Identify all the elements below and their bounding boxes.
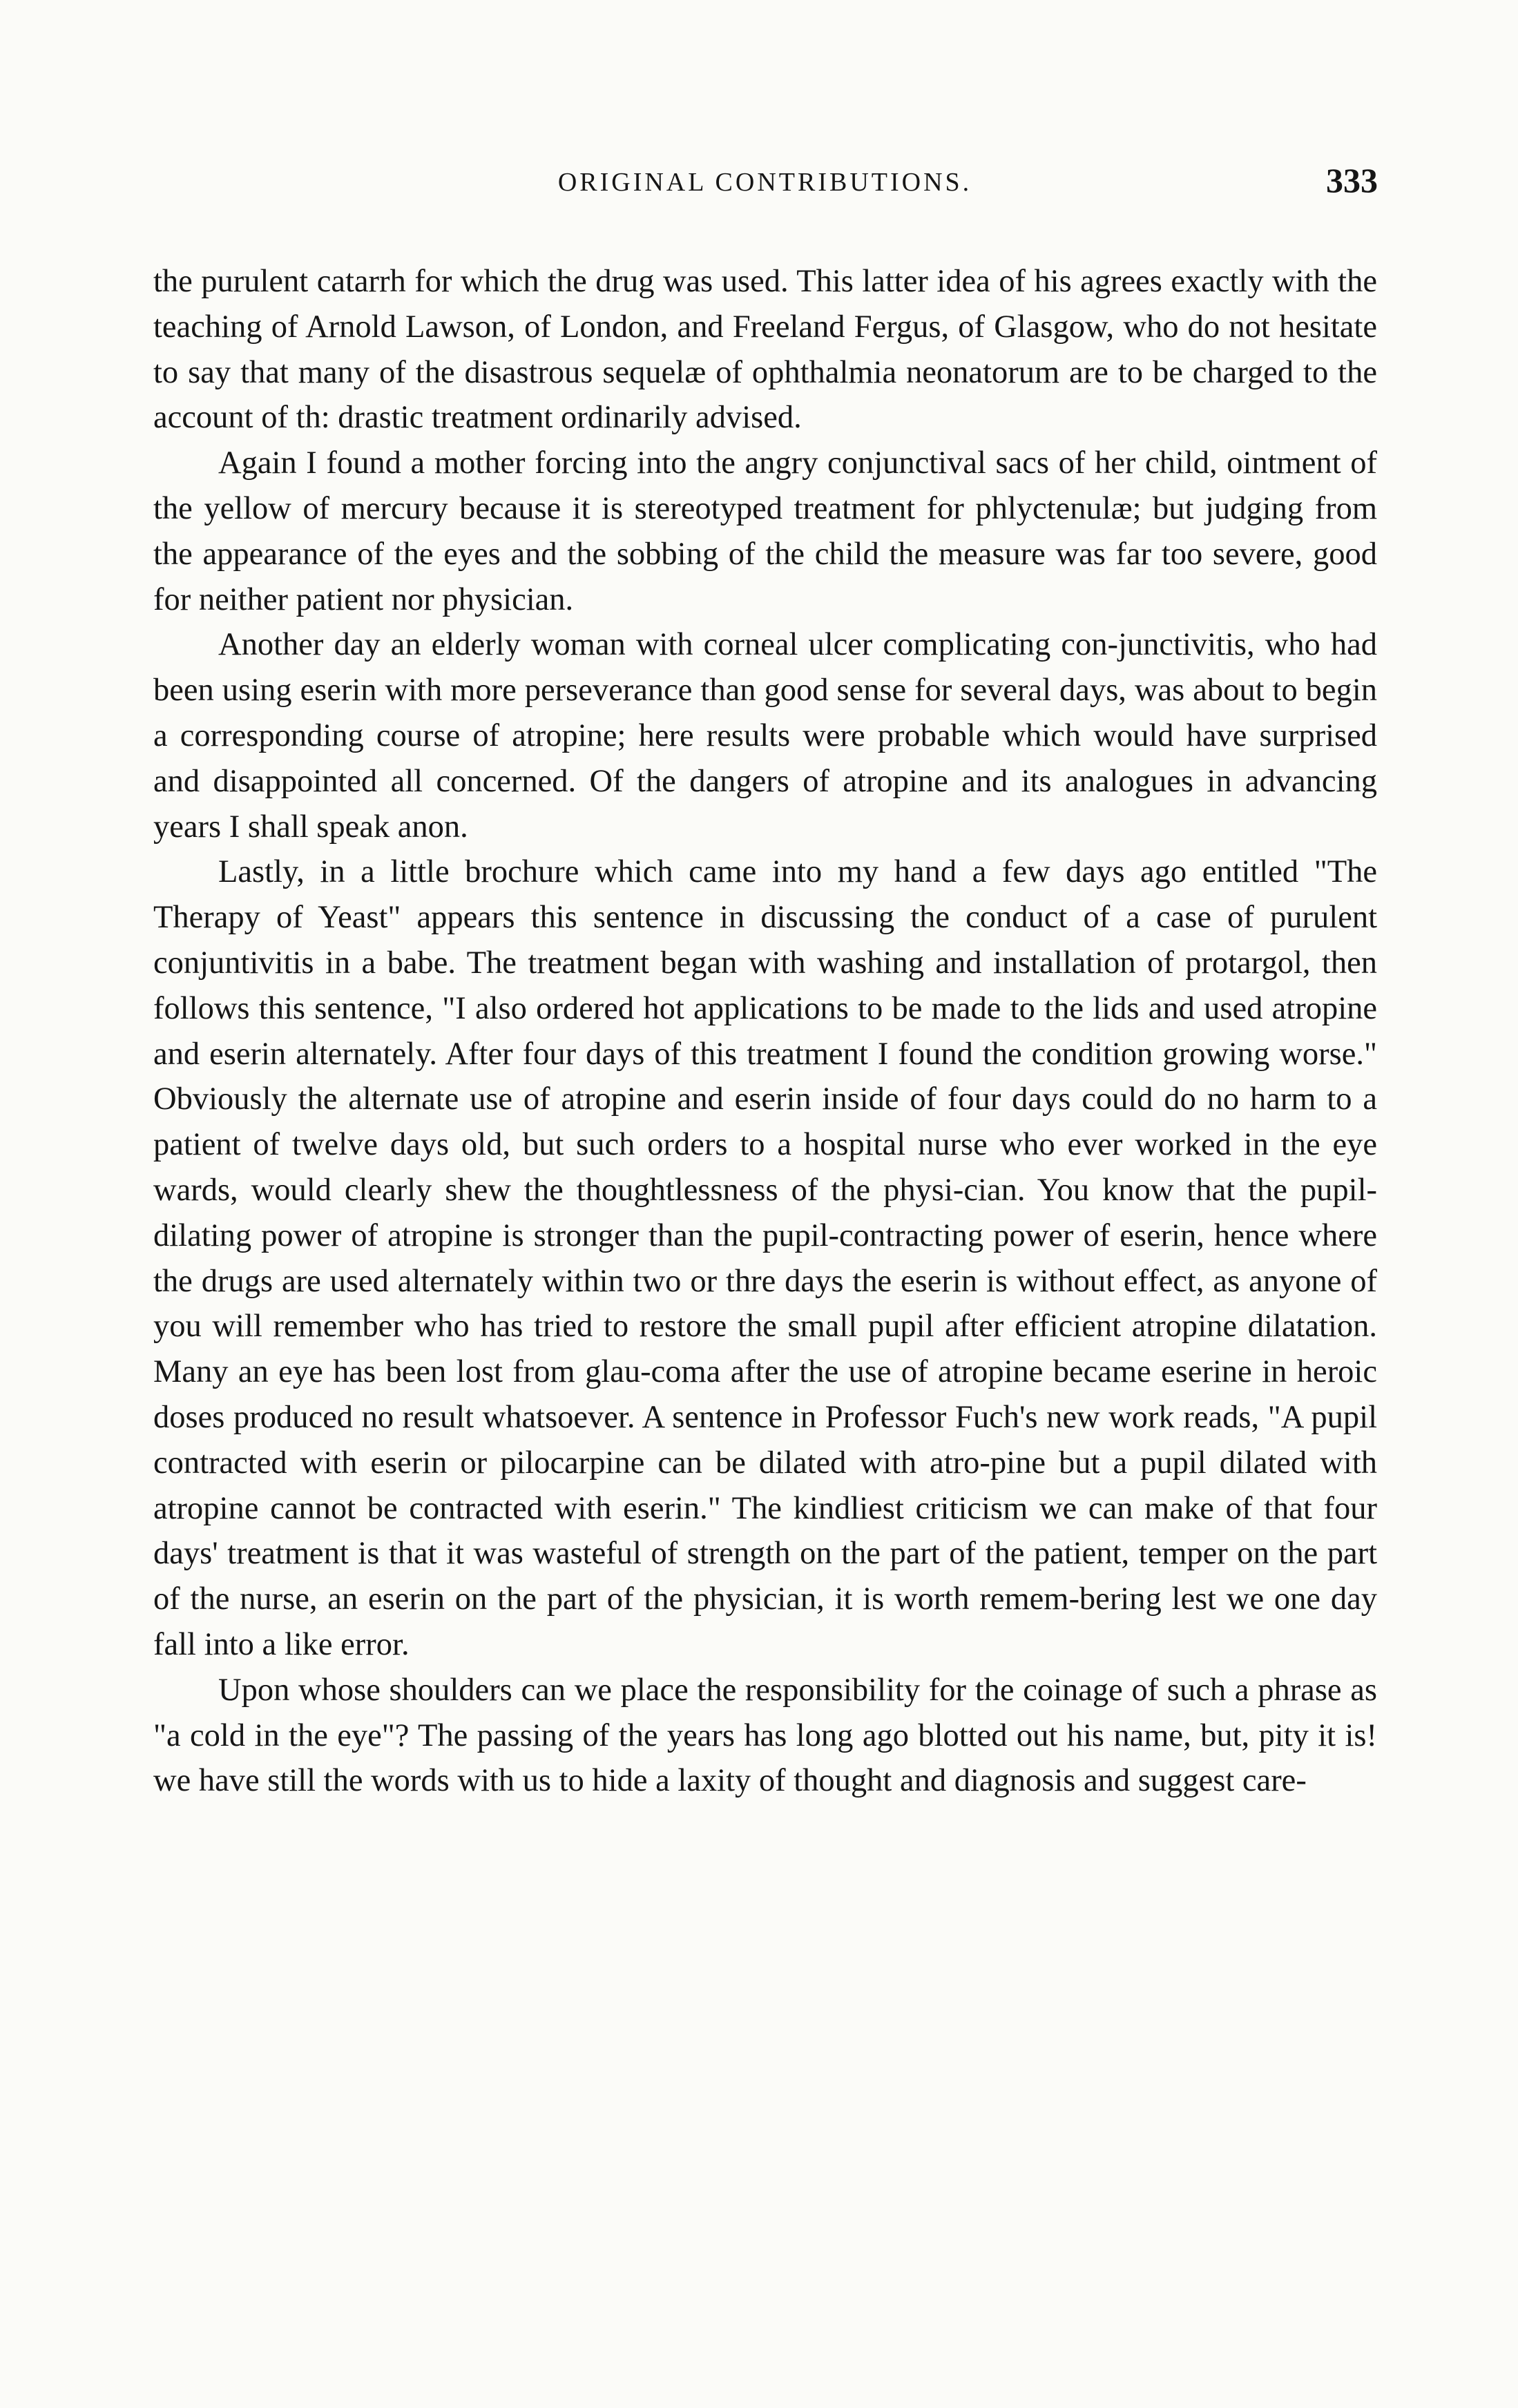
- paragraph-cold-in-the-eye: Upon whose shoulders can we place the responsibility for the coinage of such a phrase as "a cold in the eye"? The passing of the years has long ago blotted out his name, but, pity it is! we have still the words with us to hide a laxity of thought and diagnosis and suggest care-: [153, 1672, 1377, 1799]
- paragraph-mother-ointment: Again I found a mother forcing into the angry conjunctival sacs of her child, ointment of the yellow of mercury because it is stereotyped treatment for phlyctenulæ; but judging from the appearance of the eyes and the sobbing of the child the measure was far too severe, good for neither patient nor physician.: [153, 445, 1377, 617]
- paragraph-therapy-of-yeast: Lastly, in a little brochure which came into my hand a few days ago entitled "The Therapy of Yeast" appears this sentence in discussing the conduct of a case of purulent conjuntivitis in a babe. The treatment began with washing and installation of protargol, then follows this sentence, "I also ordered hot applications to be made to the lids and used atropine and eserin alternately. After four days of this treatment I found the condition growing worse." Obviously the alternate use of atropine and eserin inside of four days could do no harm to a patient of twelve days old, but such orders to a hospital nurse who ever worked in the eye wards, would clearly shew the thoughtlessness of the physi-cian. You know that the pupil-dilating power of atropine is stronger than the pupil-contracting power of eserin, hence where the drugs are used alternately within two or thre days the eserin is without effect, as anyone of you will remember who has tried to restore the small pupil after efficient atropine dilatation. Many an eye has been lost from glau-coma after the use of atropine became eserine in heroic doses produced no result whatsoever. A sentence in Professor Fuch's new work reads, "A pupil contracted with eserin or pilocarpine can be dilated with atro-pine but a pupil dilated with atropine cannot be contracted with eserin." The kindliest criticism we can make of that four days' treatment is that it was wasteful of strength on the part of the patient, temper on the part of the nurse, an eserin on the part of the physician, it is worth remem-bering lest we one day fall into a like error.: [153, 854, 1377, 1662]
- running-head: [152, 157, 1378, 206]
- running-title: ORIGINAL CONTRIBUTIONS.: [557, 168, 972, 197]
- body-text: [153, 259, 1377, 1804]
- paragraph-continued: the purulent catarrh for which the drug was used. This latter idea of his agrees exactly with the teaching of Arnold Lawson, of London, and Freeland Fergus, of Glasgow, who do not hesitate to say that many of the disastrous sequelæ of ophthalmia neonatorum are to be charged to the account of th: drastic treatment ordinarily advised.: [153, 264, 1377, 436]
- page-number: 333: [1326, 161, 1378, 200]
- paragraph-elderly-woman: Another day an elderly woman with corneal ulcer complicating con-junctivitis, who had been using eserin with more perseverance than good sense for several days, was about to begin a corresponding course of atropine; here results were probable which would have surprised and disappointed all concerned. Of the dangers of atropine and its analogues in advancing years I shall speak anon.: [153, 627, 1377, 845]
